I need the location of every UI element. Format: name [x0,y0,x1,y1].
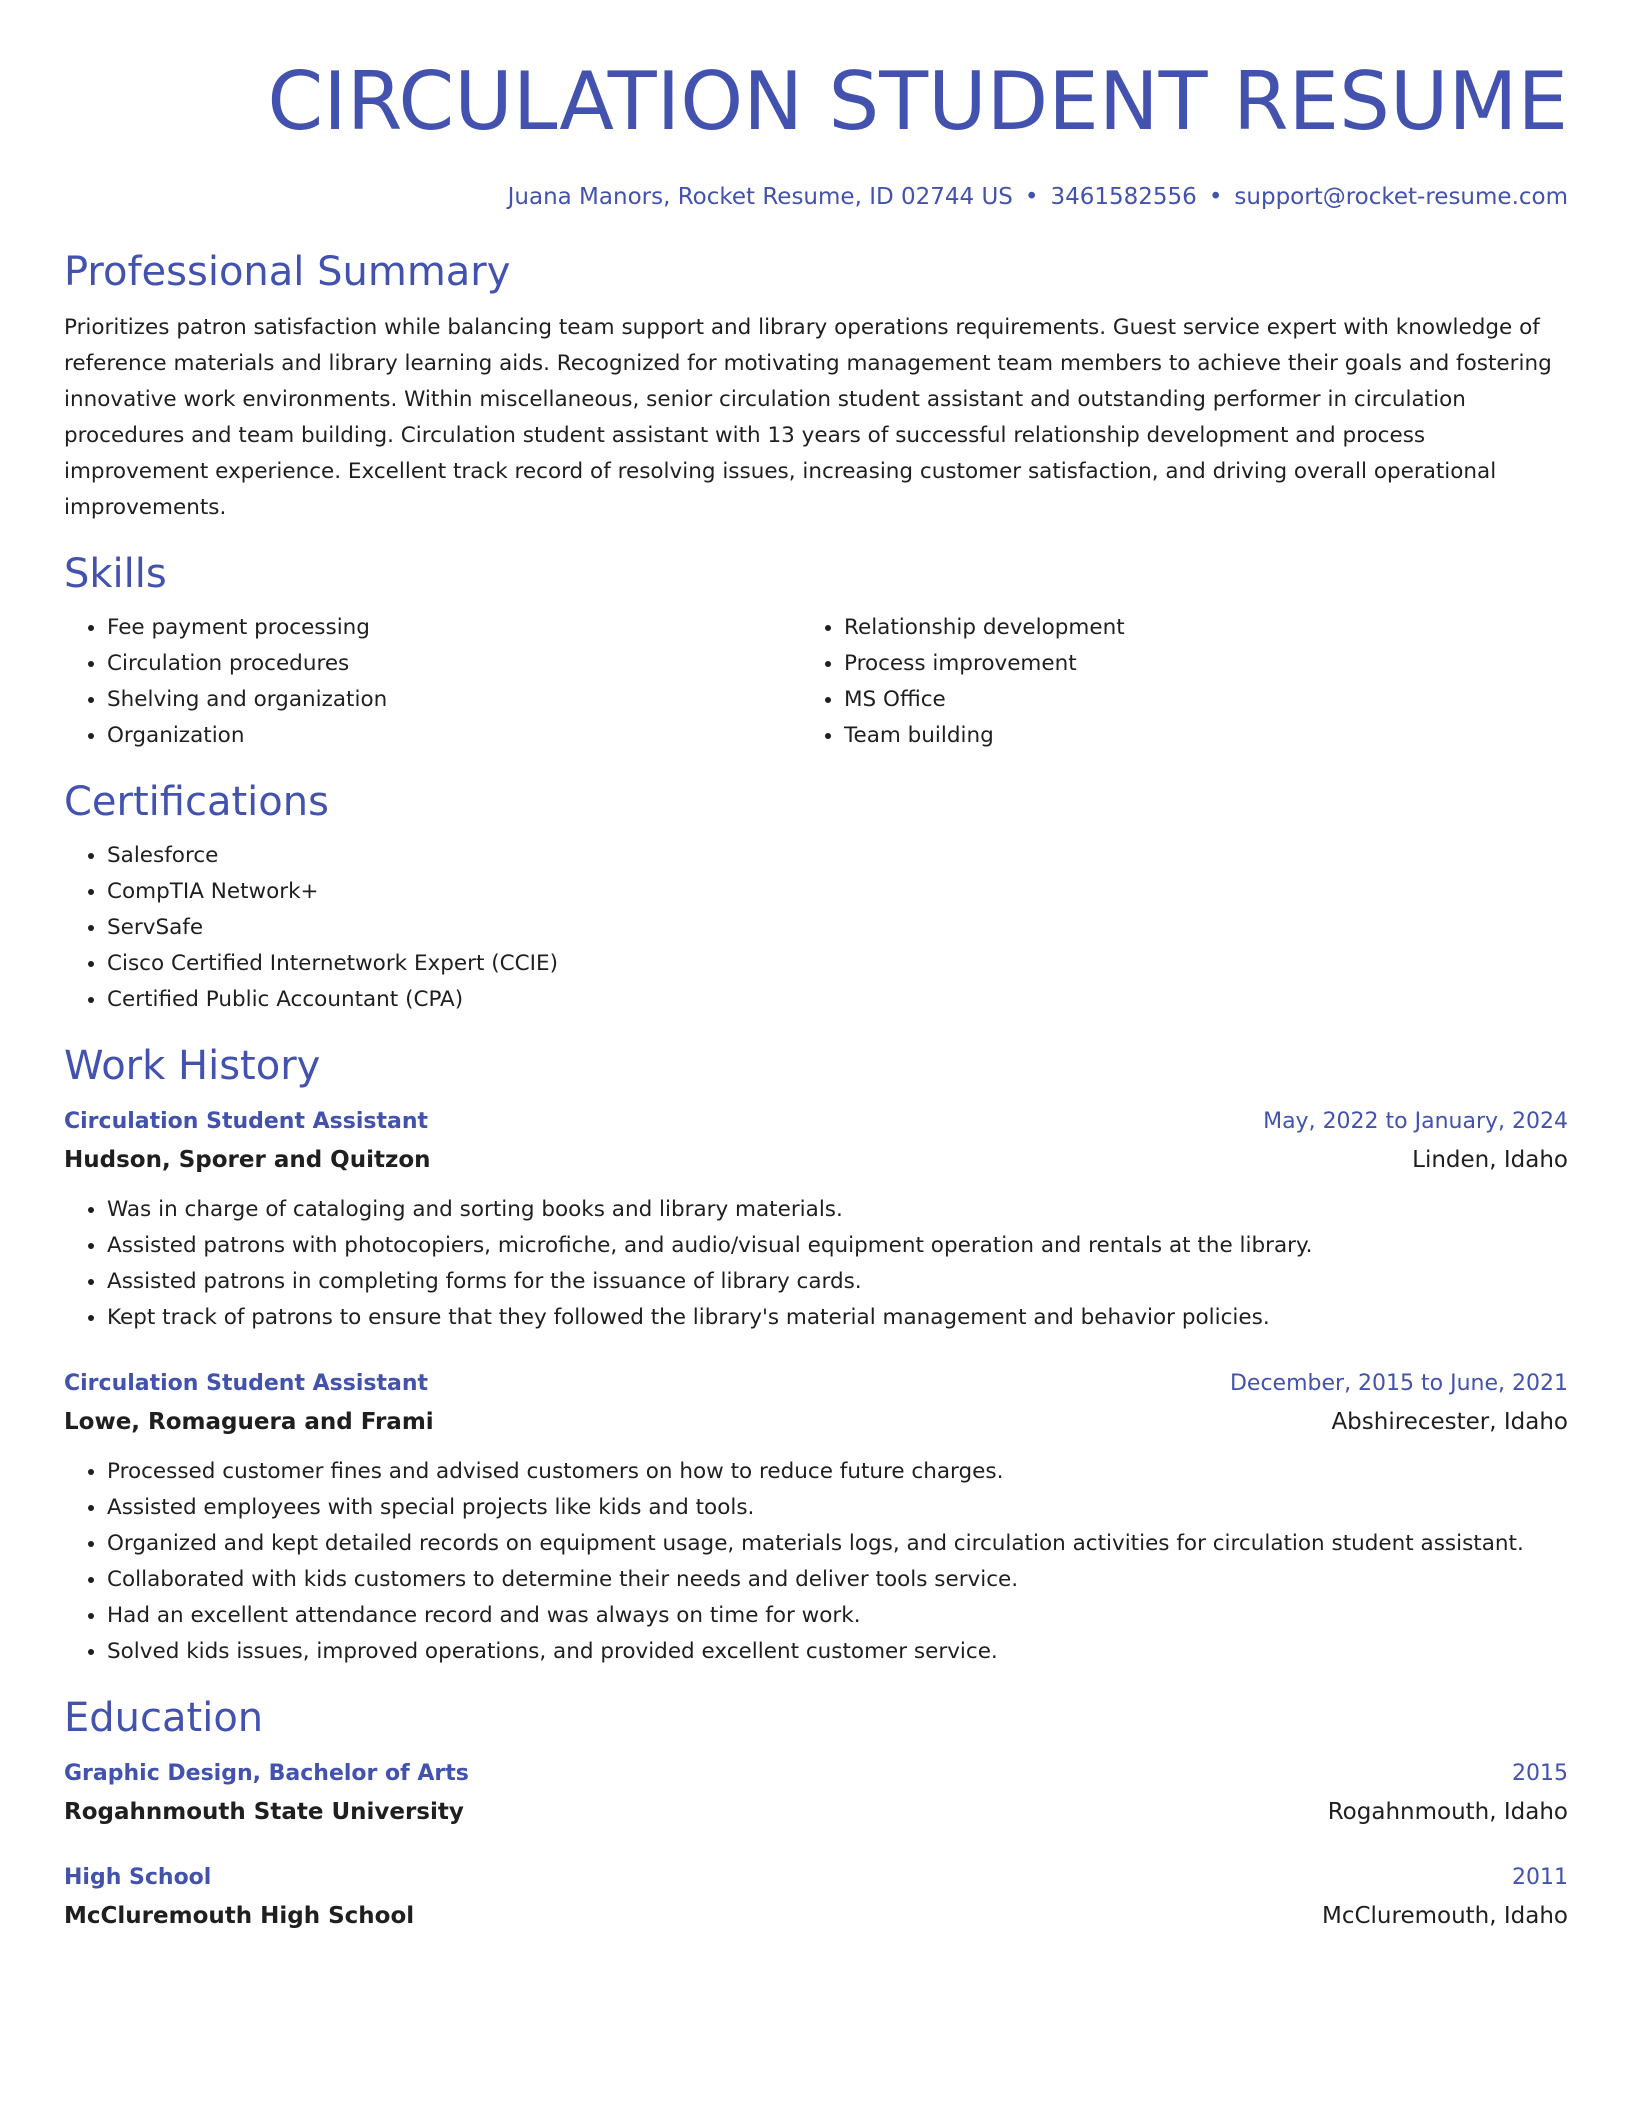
contact-phone[interactable]: 3461582556 [1050,184,1197,210]
certification-item: • Cisco Certified Internetwork Expert (CCIE) [107,946,1568,982]
contact-line [64,182,1568,212]
job-bullet: • Assisted employees with special projects like kids and tools. [107,1490,1568,1526]
education-year: 2015 [1512,1761,1568,1786]
job-bullet: • Assisted patrons with photocopiers, microfiche, and audio/visual equipment operation and rentals at the library. [107,1228,1568,1264]
job-bullets [64,1192,1568,1336]
education-entry [64,1756,1568,1832]
job-company: Lowe, Romaguera and Frami [64,1409,434,1435]
skill-item: • Process improvement [844,646,1538,682]
section-heading-work-history: Work History [64,1043,321,1089]
section-heading-skills: Skills [64,551,167,597]
job-title: Circulation Student Assistant [64,1109,429,1134]
section-heading-certifications: Certifications [64,779,329,825]
skills-section [64,548,1568,754]
job-location: Abshirecester, Idaho [1331,1409,1568,1435]
skill-item: • Organization [107,718,801,754]
job-bullet: • Processed customer fines and advised customers on how to reduce future charges. [107,1454,1568,1490]
summary-section [64,246,1568,526]
certification-item: • Certified Public Accountant (CPA) [107,982,1568,1018]
section-heading-education: Education [64,1695,264,1741]
skill-item: • Fee payment processing [107,610,801,646]
resume-title: CIRCULATION STUDENT RESUME [267,55,1568,148]
education-location: McCluremouth, Idaho [1321,1903,1568,1929]
job-title: Circulation Student Assistant [64,1371,429,1396]
certification-item: • Salesforce [107,838,1568,874]
job-bullet: • Solved kids issues, improved operations, and provided excellent customer service. [107,1634,1568,1670]
education-degree: Graphic Design, Bachelor of Arts [64,1761,469,1786]
job-entry [64,1366,1568,1670]
education-year: 2011 [1512,1865,1568,1890]
job-entry [64,1104,1568,1336]
job-company: Hudson, Sporer and Quitzon [64,1147,431,1173]
section-heading-summary: Professional Summary [64,249,511,295]
skills-grid [64,610,1568,754]
job-bullet: • Was in charge of cataloging and sorting books and library materials. [107,1192,1568,1228]
skill-item: • Relationship development [844,610,1538,646]
contact-address: Juana Manors, Rocket Resume, ID 02744 US [507,184,1013,210]
skills-column-left [64,610,801,754]
certification-item: • ServSafe [107,910,1568,946]
job-bullet: • Kept track of patrons to ensure that they followed the library's material management and behavior policies. [107,1300,1568,1336]
education-degree: High School [64,1865,212,1890]
summary-text: Prioritizes patron satisfaction while balancing team support and library operations requirements. Guest service expert with knowledge of reference materials and library learning aids. Recognized for motivating management team members to achieve their goals and fostering innovative work environments. Within miscellaneous, senior circulation student assistant and outstanding performer in circulation procedures and team building. Circulation student assistant with 13 years of successful relationship development and process improvement experience. Excellent track record of resolving issues, increasing customer satisfaction, and driving overall operational improvements. [64,315,1552,520]
certifications-list [64,838,1568,1018]
job-bullet: • Assisted patrons in completing forms for the issuance of library cards. [107,1264,1568,1300]
job-dates: May, 2022 to January, 2024 [1263,1109,1568,1134]
contact-email[interactable]: support@rocket-resume.com [1234,184,1568,210]
skill-item: • Circulation procedures [107,646,801,682]
skill-item: • Shelving and organization [107,682,801,718]
education-school: Rogahnmouth State University [64,1799,464,1825]
education-section [64,1692,1568,1936]
education-location: Rogahnmouth, Idaho [1327,1799,1568,1825]
skill-item: • MS Office [844,682,1538,718]
job-bullets [64,1454,1568,1670]
work-history-section [64,1040,1568,1670]
certifications-section [64,776,1568,1018]
job-location: Linden, Idaho [1412,1147,1568,1173]
job-bullet: • Organized and kept detailed records on equipment usage, materials logs, and circulation activities for circulation student assistant. [107,1526,1568,1562]
education-school: McCluremouth High School [64,1903,415,1929]
contact-separator: • [1208,184,1223,210]
job-bullet: • Had an excellent attendance record and was always on time for work. [107,1598,1568,1634]
skills-column-right [801,610,1538,754]
contact-separator: • [1024,184,1039,210]
education-entry [64,1860,1568,1936]
job-dates: December, 2015 to June, 2021 [1229,1371,1568,1396]
job-bullet: • Collaborated with kids customers to determine their needs and deliver tools service. [107,1562,1568,1598]
certification-item: • CompTIA Network+ [107,874,1568,910]
skill-item: • Team building [844,718,1538,754]
